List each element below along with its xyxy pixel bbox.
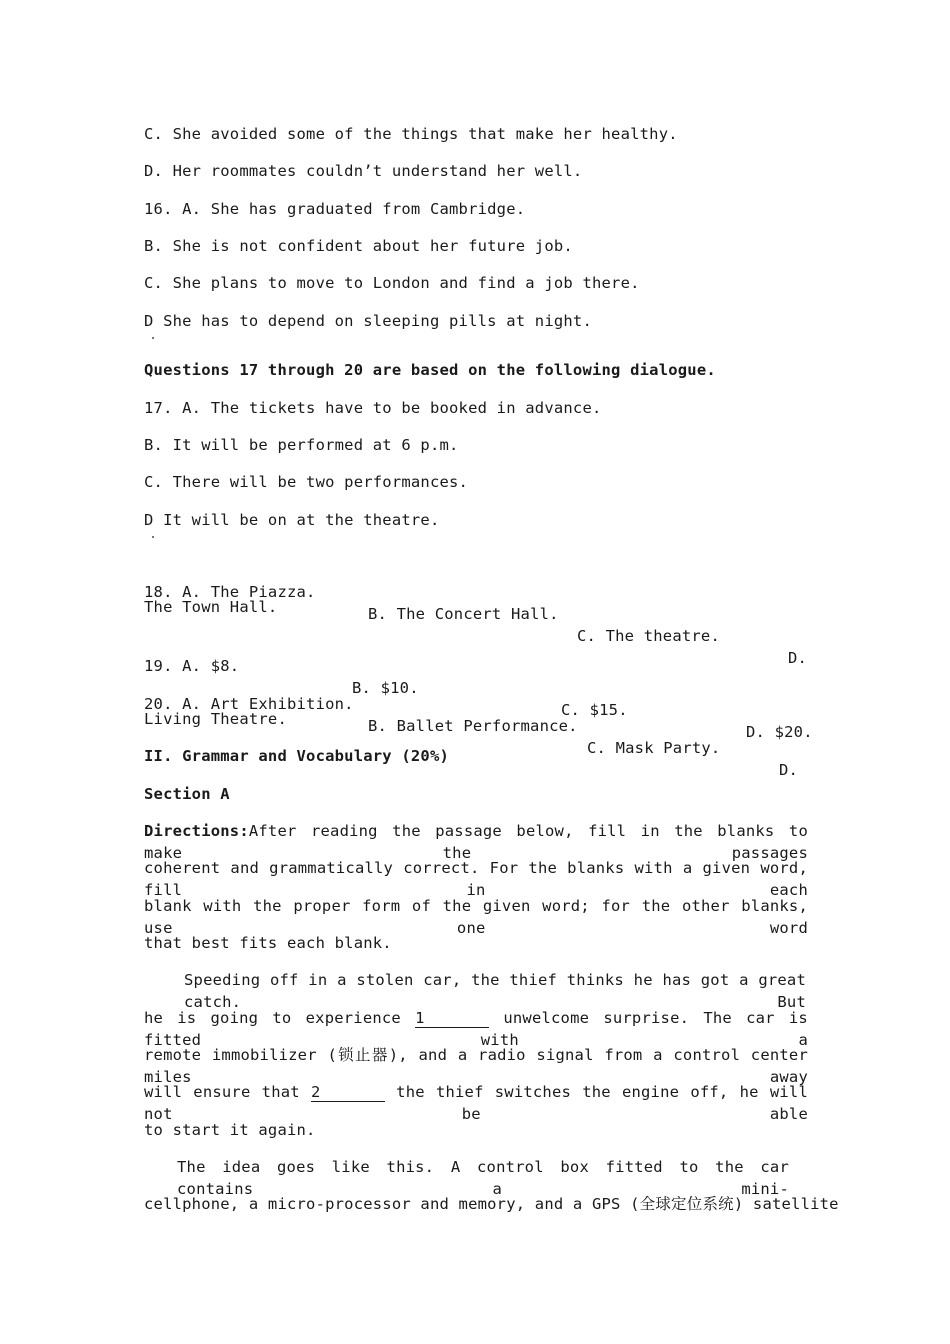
passage-p2-line-2: cellphone, a micro-processor and memory, and a GPS (全球定位系统) satellite <box>144 1195 839 1213</box>
dialogue-heading: Questions 17 through 20 are based on the following dialogue. <box>144 361 716 379</box>
passage-p1-line-2: he is going to experience 1 unwelcome surprise. The car is fitted with a <box>144 1009 808 1049</box>
q15-option-c: C. She avoided some of the things that make her healthy. <box>144 125 678 143</box>
directions-line-2: coherent and grammatically correct. For the blanks with a given word, fill in each <box>144 859 808 899</box>
q20-option-d-label: D. <box>779 761 799 779</box>
passage-p2-line-1: The idea goes like this. A control box fitted to the car contains a mini- <box>177 1158 789 1198</box>
q18-option-d-label: D. <box>788 649 808 667</box>
q17-option-b: B. It will be performed at 6 p.m. <box>144 436 459 454</box>
section-a-heading: Section A <box>144 785 230 803</box>
passage-p1-line-1: Speeding off in a stolen car, the thief thinks he has got a great catch. But <box>184 971 806 1011</box>
q18-option-a: 18. A. The Piazza. <box>144 583 316 601</box>
q15-option-d: D. Her roommates couldn’t understand her well. <box>144 162 583 180</box>
directions-line-4: that best fits each blank. <box>144 934 392 952</box>
directions-label: Directions: <box>144 822 249 840</box>
passage-p1-line-4: will ensure that 2 the thief switches the engine off, he will not be able <box>144 1083 808 1123</box>
q18-option-b: B. The Concert Hall. <box>368 605 559 623</box>
q18-option-c: C. The theatre. <box>577 627 720 645</box>
q19-option-b: B. $10. <box>352 679 419 697</box>
q20-option-b: B. Ballet Performance. <box>368 717 578 735</box>
blank-1[interactable]: 1 <box>415 1009 489 1028</box>
stray-mark <box>152 337 154 339</box>
directions-line-1: Directions:After reading the passage below, fill in the blanks to make the passages <box>144 822 808 862</box>
blank-2[interactable]: 2 <box>311 1083 385 1102</box>
directions-line-3: blank with the proper form of the given word; for the other blanks, use one word <box>144 897 808 937</box>
q20-option-c: C. Mask Party. <box>587 739 721 757</box>
section-heading: II. Grammar and Vocabulary (20%) <box>144 747 450 765</box>
q17-option-c: C. There will be two performances. <box>144 473 469 491</box>
passage-p1-line-3: remote immobilizer (锁止器), and a radio signal from a control center miles away <box>144 1046 808 1086</box>
q17-option-a: 17. A. The tickets have to be booked in advance. <box>144 399 602 417</box>
q16-option-b: B. She is not confident about her future job. <box>144 237 573 255</box>
q19-option-a: 19. A. $8. <box>144 657 240 675</box>
q17-option-d: D It will be on at the theatre. <box>144 511 440 529</box>
q20-option-a: 20. A. Art Exhibition. <box>144 695 354 713</box>
q20-option-d-text: Living Theatre. <box>144 710 287 728</box>
q19-option-c: C. $15. <box>561 701 628 719</box>
passage-p1-line-5: to start it again. <box>144 1121 316 1139</box>
q16-option-c: C. She plans to move to London and find a job there. <box>144 274 640 292</box>
stray-mark <box>152 536 154 538</box>
q16-option-a: 16. A. She has graduated from Cambridge. <box>144 200 526 218</box>
q16-option-d: D She has to depend on sleeping pills at night. <box>144 312 592 330</box>
q19-option-d: D. $20. <box>746 723 813 741</box>
q18-option-d-text: The Town Hall. <box>144 598 278 616</box>
